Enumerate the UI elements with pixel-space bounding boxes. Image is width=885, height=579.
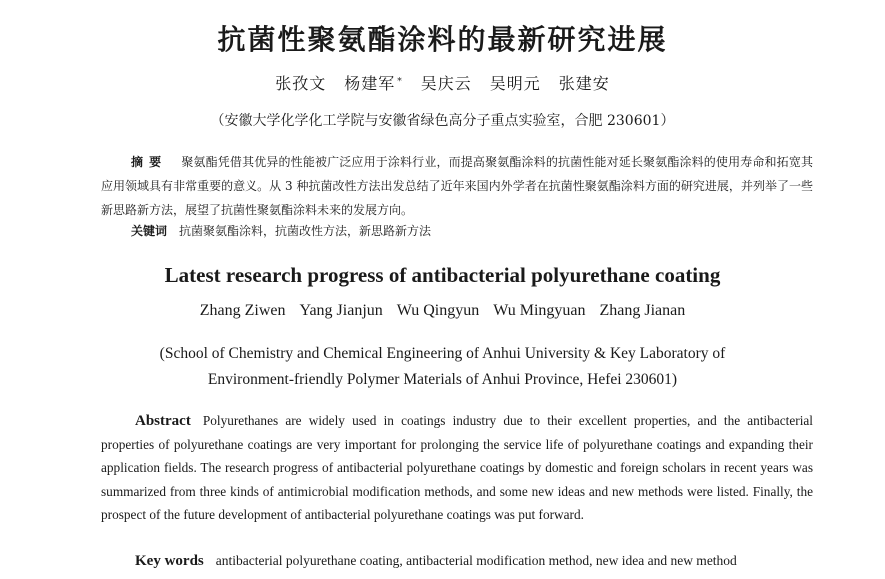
- english-abstract-text: Polyurethanes are widely used in coatings industry due to their excellent properties, and the antibacterial properties of polyurethane coatings are very important for prolonging the service life of polyurethane coatings and expanding their application fields. The research progress of antibacterial polyurethane coatings by domestic and foreign scholars in recent years was summarized from three kinds of antimicrobial modification methods, and some new ideas and new methods were listed. Finally, the prospect of the future development of antibacterial polyurethane coatings was put forward.: [101, 413, 813, 522]
- chinese-author: 张孜文: [275, 74, 327, 93]
- english-keywords-label: Key words: [135, 553, 204, 569]
- chinese-affiliation: （安徽大学化学化工学院与安徽省绿色高分子重点实验室，合肥 230601）: [210, 113, 675, 129]
- chinese-author: 张建安: [558, 74, 610, 93]
- corresponding-author-mark: *: [397, 77, 403, 87]
- chinese-author: 杨建军: [344, 74, 396, 93]
- chinese-author-list: [0, 72, 885, 96]
- chinese-title: 抗菌性聚氨酯涂料的最新研究进展: [217, 23, 668, 56]
- english-affiliation-line: Environment-friendly Polymer Materials of Anhui Province, Hefei 230601): [207, 371, 678, 388]
- english-keywords: [135, 550, 737, 572]
- english-author: Zhang Jianan: [599, 302, 686, 319]
- chinese-keywords-label: 关键词: [131, 224, 168, 238]
- english-title: Latest research progress of antibacterial polyurethane coating: [164, 263, 721, 287]
- english-author: Zhang Ziwen: [199, 302, 286, 319]
- english-abstract: [101, 409, 813, 526]
- english-affiliation-line: (School of Chemistry and Chemical Engineering of Anhui University & Key Laboratory of: [159, 345, 726, 362]
- chinese-abstract-text: 聚氨酯凭借其优异的性能被广泛应用于涂料行业，而提高聚氨酯涂料的抗菌性能对延长聚氨酯涂料的使用寿命和拓宽其应用领域具有非常重要的意义。从 3 种抗菌改性方法出发总结了近年来国内外学者在抗菌性聚氨酯涂料方面的研究进展，并列举了一些新思路新方法，展望了抗菌性聚氨酯涂料未来的发展方向。: [101, 155, 813, 217]
- chinese-abstract-label: 摘要: [131, 155, 168, 169]
- english-author: Wu Mingyuan: [493, 302, 586, 319]
- english-author: Yang Jianjun: [299, 302, 383, 319]
- english-abstract-label: Abstract: [135, 413, 191, 429]
- english-keywords-text: antibacterial polyurethane coating, antibacterial modification method, new idea and new method: [215, 553, 737, 568]
- english-author-list: [0, 299, 885, 323]
- chinese-author: 吴明元: [489, 74, 541, 93]
- chinese-keywords-text: 抗菌聚氨酯涂料，抗菌改性方法，新思路新方法: [179, 224, 432, 238]
- chinese-author: 吴庆云: [420, 74, 472, 93]
- english-author: Wu Qingyun: [396, 302, 480, 319]
- chinese-abstract: [101, 150, 813, 222]
- chinese-author-corresponding: [344, 72, 403, 96]
- chinese-keywords: [131, 220, 431, 242]
- english-affiliation: [0, 341, 885, 393]
